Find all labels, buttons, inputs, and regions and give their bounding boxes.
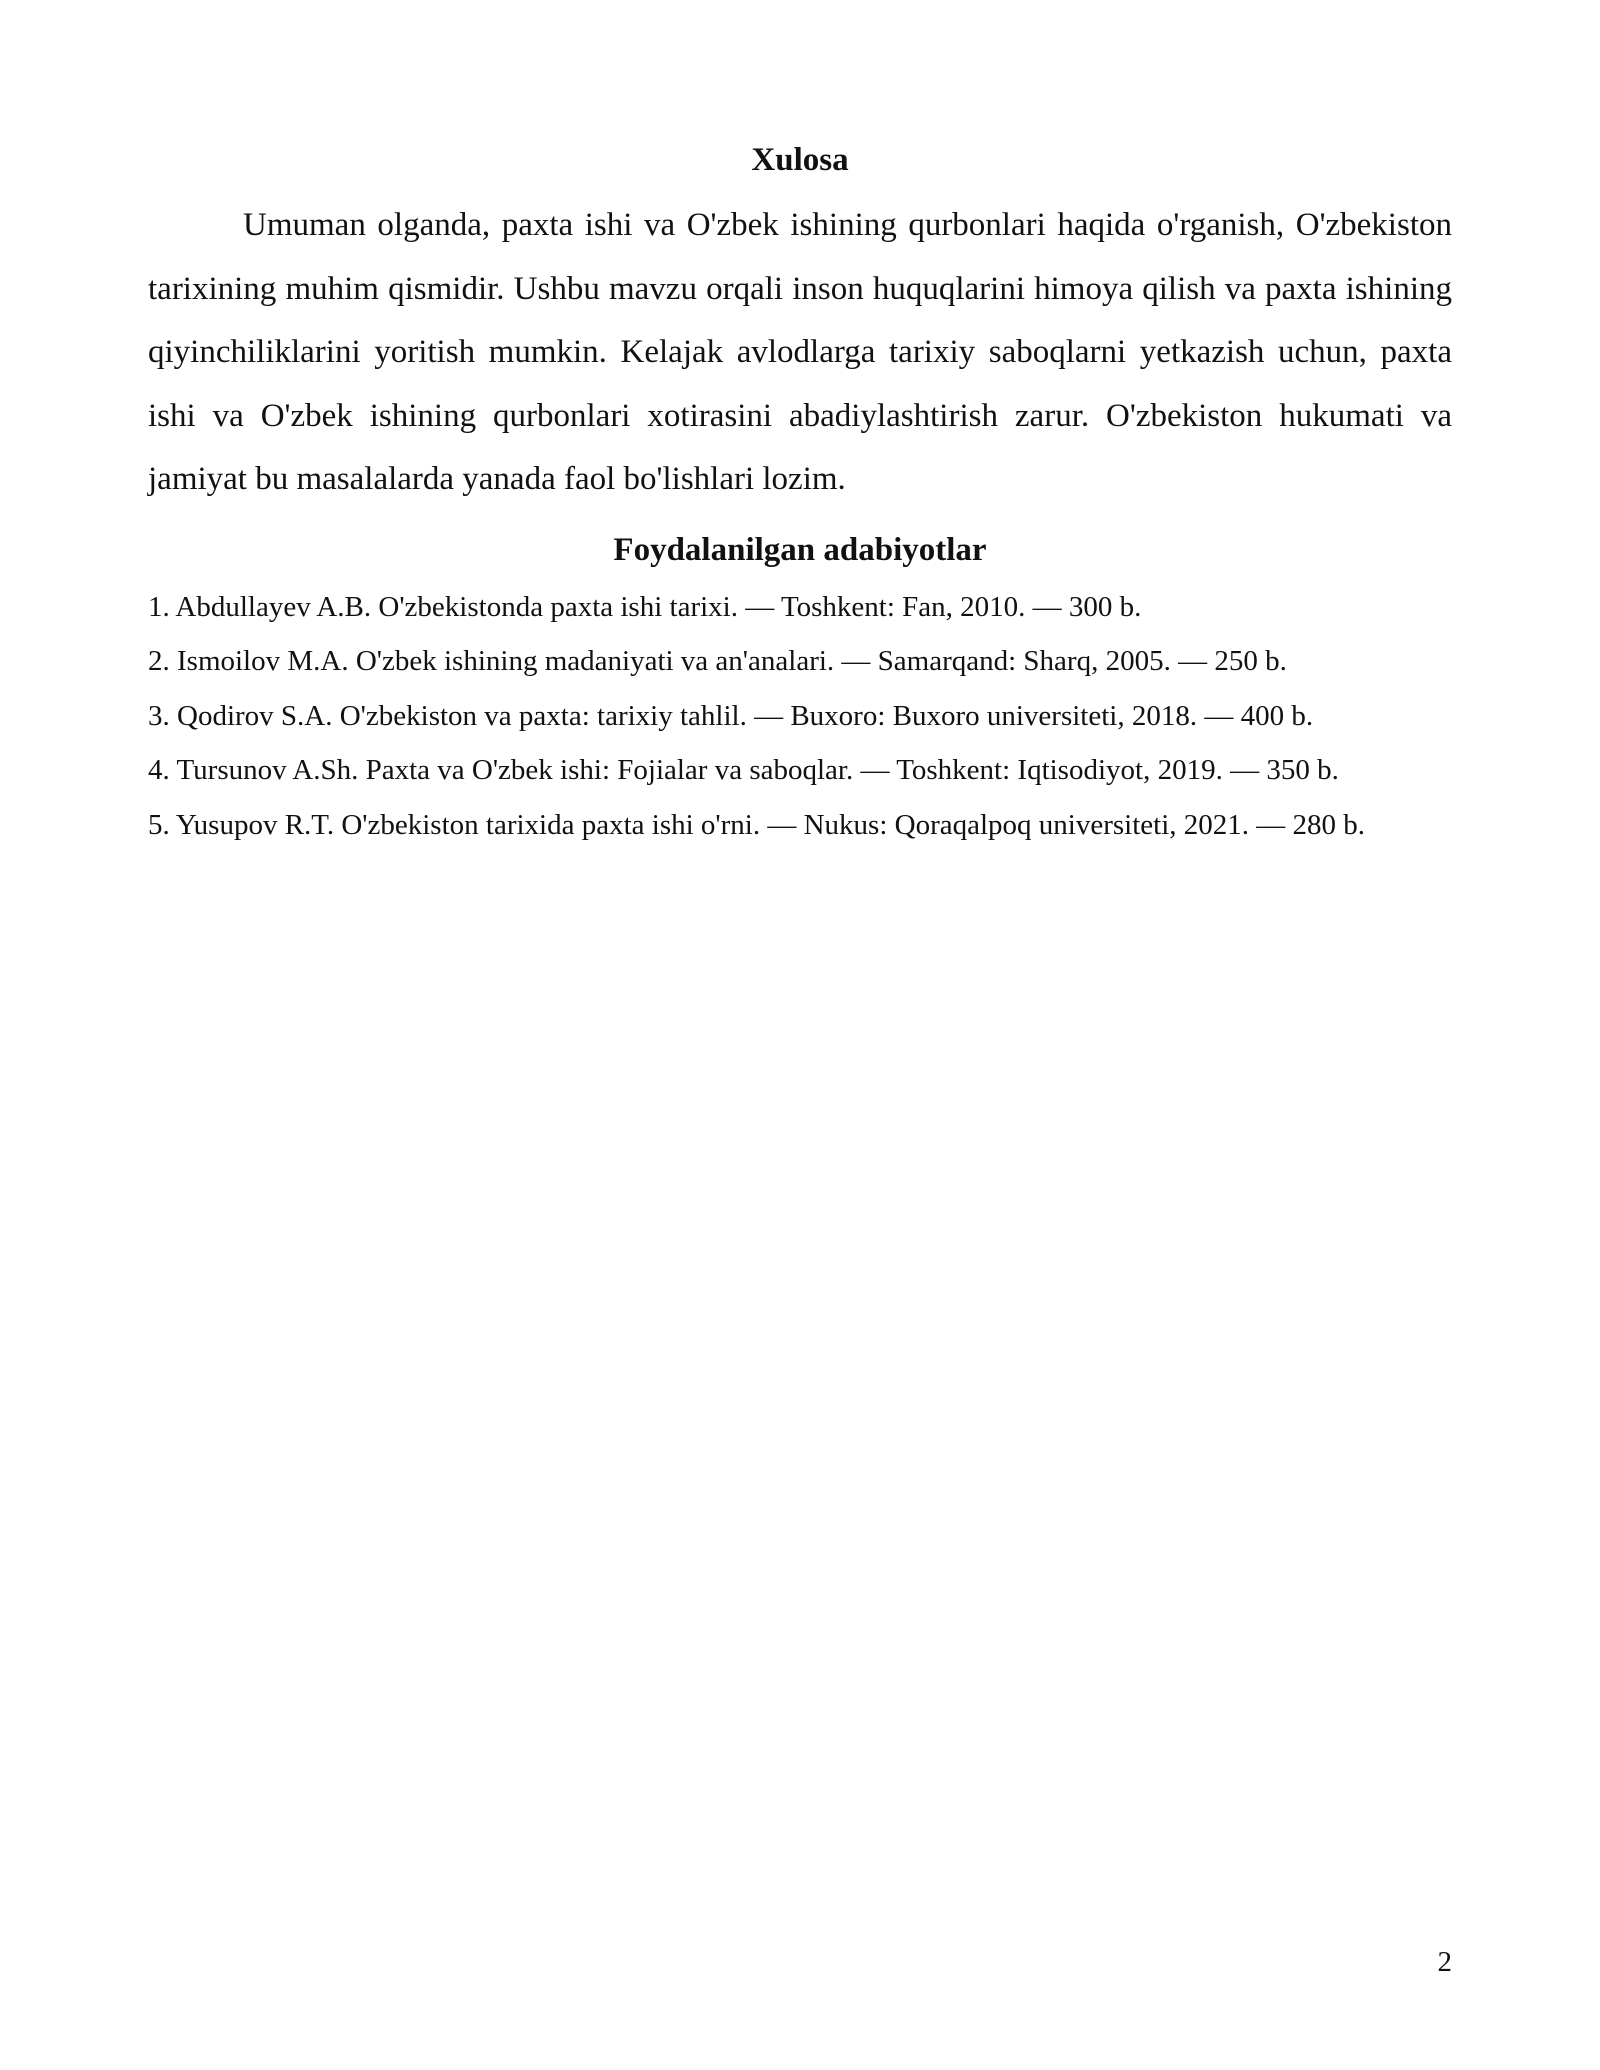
reference-item: 1. Abdullayev A.B. O'zbekistonda paxta ishi tarixi. — Toshkent: Fan, 2010. — 300 b. xyxy=(148,590,1142,623)
conclusion-paragraph: Umuman olganda, paxta ishi va O'zbek ishining qurbonlari haqida o'rganish, O'zbekiston tarixining muhim qismidir. Ushbu mavzu orqali inson huquqlarini himoya qilish va paxta ishining qiyinchiliklarini yoritish mumkin. Kelajak avlodlarga tarixiy saboqlarni yetkazish uchun, paxta ishi va O'zbek ishining qurbonlari xotirasini abadiylashtirish zarur. O'zbekiston hukumati va jamiyat bu masalalarda yanada faol bo'lishlari lozim. xyxy=(148,207,1452,497)
references-heading: Foydalanilgan adabiyotlar xyxy=(613,531,987,568)
reference-item: 3. Qodirov S.A. O'zbekiston va paxta: tarixiy tahlil. — Buxoro: Buxoro universiteti, 2018. — 400 b. xyxy=(148,699,1314,732)
page-number: 2 xyxy=(1437,1946,1452,1978)
references-list xyxy=(148,580,1452,853)
document-page xyxy=(148,140,1452,852)
conclusion-heading: Xulosa xyxy=(751,142,849,178)
reference-item: 5. Yusupov R.T. O'zbekiston tarixida paxta ishi o'rni. — Nukus: Qoraqalpoq universiteti, 2021. — 280 b. xyxy=(148,808,1366,841)
reference-item: 4. Tursunov A.Sh. Paxta va O'zbek ishi: Fojialar va saboqlar. — Toshkent: Iqtisodiyot, 2019. — 350 b. xyxy=(148,754,1339,786)
reference-item: 2. Ismoilov M.A. O'zbek ishining madaniyati va an'analari. — Samarqand: Sharq, 2005. — 250 b. xyxy=(148,645,1287,677)
